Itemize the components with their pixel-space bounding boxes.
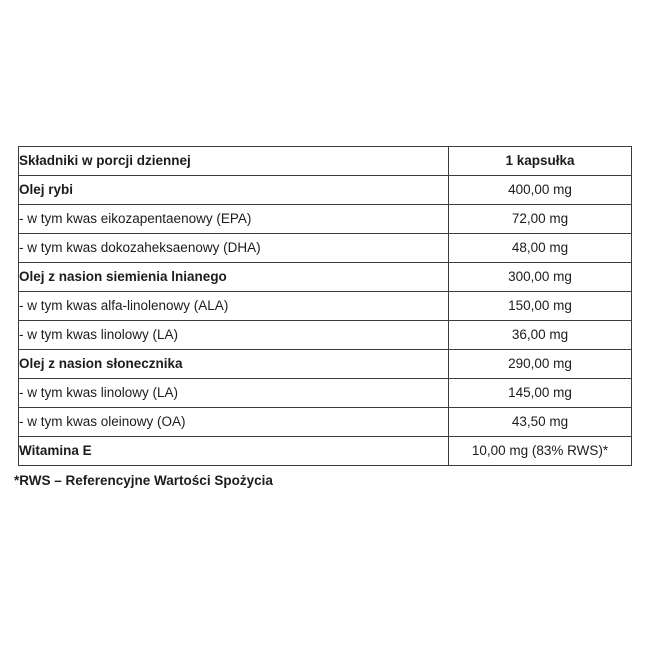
ingredient-cell: - w tym kwas eikozapentaenowy (EPA) xyxy=(19,205,449,234)
amount-cell: 43,50 mg xyxy=(449,408,632,437)
ingredient-cell: - w tym kwas linolowy (LA) xyxy=(19,321,449,350)
amount-cell: 48,00 mg xyxy=(449,234,632,263)
header-amount: 1 kapsułka xyxy=(449,147,632,176)
amount-cell: 145,00 mg xyxy=(449,379,632,408)
ingredient-cell: - w tym kwas oleinowy (OA) xyxy=(19,408,449,437)
ingredient-cell: - w tym kwas linolowy (LA) xyxy=(19,379,449,408)
amount-cell: 10,00 mg (83% RWS)* xyxy=(449,437,632,466)
nutrition-panel xyxy=(14,146,636,488)
table-row xyxy=(19,176,632,205)
table-row xyxy=(19,205,632,234)
header-ingredients: Składniki w porcji dziennej xyxy=(19,147,449,176)
table-row xyxy=(19,292,632,321)
amount-cell: 400,00 mg xyxy=(449,176,632,205)
amount-cell: 36,00 mg xyxy=(449,321,632,350)
amount-cell: 72,00 mg xyxy=(449,205,632,234)
table-body xyxy=(19,176,632,466)
table-row xyxy=(19,234,632,263)
ingredients-table xyxy=(18,146,632,466)
table-header-row xyxy=(19,147,632,176)
table-row xyxy=(19,379,632,408)
ingredient-cell: - w tym kwas dokozaheksaenowy (DHA) xyxy=(19,234,449,263)
table-row xyxy=(19,408,632,437)
amount-cell: 290,00 mg xyxy=(449,350,632,379)
ingredient-cell: Witamina E xyxy=(19,437,449,466)
table-row xyxy=(19,350,632,379)
table-row xyxy=(19,263,632,292)
ingredient-cell: Olej rybi xyxy=(19,176,449,205)
table-row xyxy=(19,437,632,466)
rws-footnote: *RWS – Referencyjne Wartości Spożycia xyxy=(14,473,273,488)
amount-cell: 150,00 mg xyxy=(449,292,632,321)
ingredient-cell: Olej z nasion słonecznika xyxy=(19,350,449,379)
amount-cell: 300,00 mg xyxy=(449,263,632,292)
ingredient-cell: - w tym kwas alfa-linolenowy (ALA) xyxy=(19,292,449,321)
ingredient-cell: Olej z nasion siemienia lnianego xyxy=(19,263,449,292)
table-row xyxy=(19,321,632,350)
